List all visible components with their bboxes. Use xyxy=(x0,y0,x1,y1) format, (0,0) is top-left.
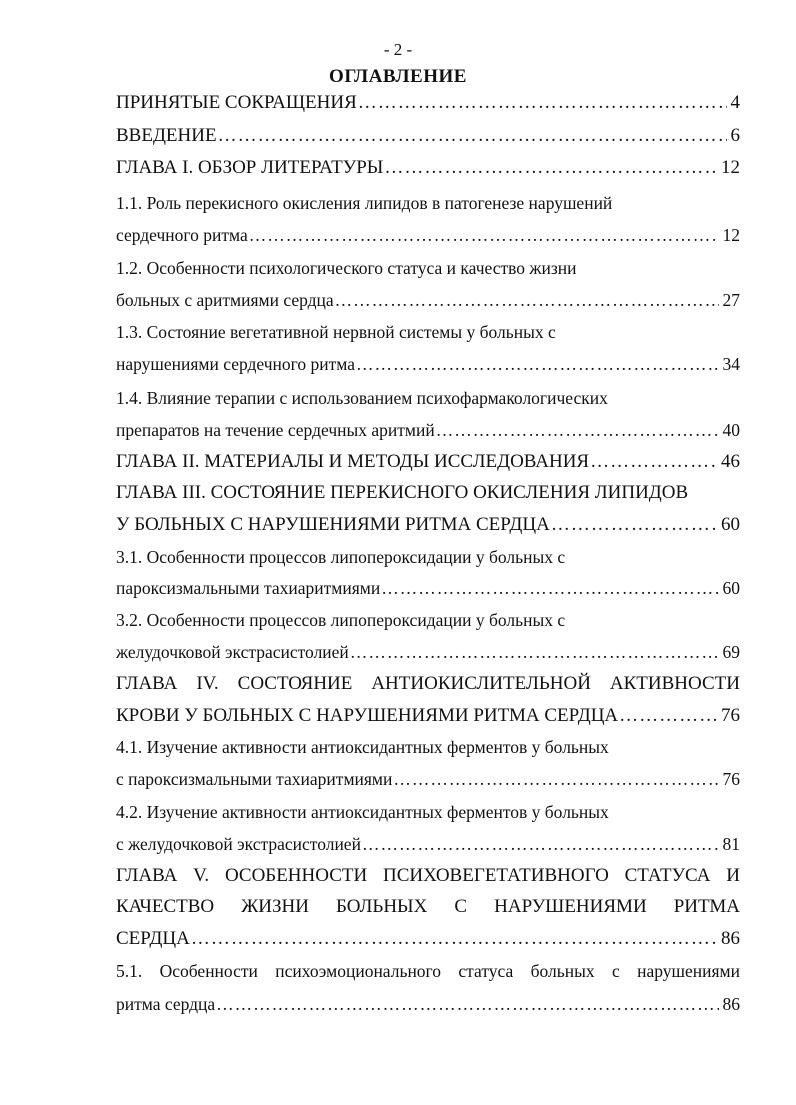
toc-entry-title: препаратов на течение сердечных аритмий xyxy=(116,420,435,440)
toc-entry-title: больных с аритмиями сердца xyxy=(116,290,334,310)
toc-page-number: 40 xyxy=(722,420,740,440)
page-title: ОГЛАВЛЕНИЕ xyxy=(329,66,467,87)
toc-entry-title: желудочковой экстрасистолией xyxy=(116,642,349,662)
toc-line xyxy=(116,318,740,346)
toc-entry-title: КРОВИ У БОЛЬНЫХ С НАРУШЕНИЯМИ РИТМА СЕРДЦА xyxy=(116,705,619,726)
toc-page-number: 60 xyxy=(722,578,740,598)
toc-line xyxy=(116,543,740,571)
toc-word: БОЛЬНЫХ xyxy=(335,896,428,917)
toc-page-number: 12 xyxy=(722,225,740,245)
toc-word: Особенности xyxy=(159,961,258,981)
toc-entry-title: 4.2. Изучение активности антиоксидантных ферментов у больных xyxy=(116,802,609,822)
dot-leader xyxy=(381,574,718,602)
toc-word: ГЛАВА xyxy=(116,673,178,694)
toc-entry-title: 1.2. Особенности психологического статуса и качество жизни xyxy=(116,258,577,278)
toc-line xyxy=(116,830,740,858)
toc-word: СТАТУСА xyxy=(624,865,711,886)
toc-word: психоэмоционального xyxy=(275,961,442,981)
toc-word: больных xyxy=(530,961,595,981)
toc-line xyxy=(116,702,740,730)
toc-word: 5.1. xyxy=(116,961,143,981)
toc-line xyxy=(116,638,740,666)
toc-line xyxy=(116,221,740,249)
toc-entry-title: 1.1. Роль перекисного окисления липидов в патогенезе нарушений xyxy=(116,193,613,213)
dot-leader xyxy=(216,990,718,1018)
dot-leader xyxy=(551,511,717,539)
toc-page-number: 86 xyxy=(721,928,740,949)
toc-page-number: 27 xyxy=(722,290,740,310)
toc-page-number: 4 xyxy=(730,92,740,113)
toc-page-number: 6 xyxy=(730,125,740,146)
dot-leader xyxy=(358,89,727,117)
toc-page-number: 76 xyxy=(721,705,740,726)
toc-page-number: 86 xyxy=(722,994,740,1014)
toc-entry-title: ГЛАВА II. МАТЕРИАЛЫ И МЕТОДЫ ИССЛЕДОВАНИЯ xyxy=(116,451,590,472)
toc-line xyxy=(116,733,740,761)
toc-line xyxy=(116,122,740,150)
toc-entry-title: 1.3. Состояние вегетативной нервной системы у больных с xyxy=(116,322,556,342)
toc-page-number: 12 xyxy=(721,157,740,178)
toc-line xyxy=(116,990,740,1018)
toc-word: ЖИЗНИ xyxy=(241,896,309,917)
dot-leader xyxy=(350,638,719,666)
toc-word: НАРУШЕНИЯМИ xyxy=(494,896,647,917)
dot-leader xyxy=(218,122,727,150)
toc-line xyxy=(116,862,740,890)
toc-entry-title: ГЛАВА III. СОСТОЯНИЕ ПЕРЕКИСНОГО ОКИСЛЕНИЯ ЛИПИДОВ xyxy=(116,482,689,503)
toc-word: статуса xyxy=(458,961,514,981)
toc-entry-title: с пароксизмальными тахиаритмиями xyxy=(116,769,393,789)
toc-word: АКТИВНОСТИ xyxy=(609,673,740,694)
toc-entry-title: СЕРДЦА xyxy=(116,928,190,949)
toc-entry-title: 4.1. Изучение активности антиоксидантных ферментов у больных xyxy=(116,737,609,757)
toc-line xyxy=(116,606,740,634)
toc-line xyxy=(116,574,740,602)
toc-entry-title: ГЛАВА I. ОБЗОР ЛИТЕРАТУРЫ xyxy=(116,157,384,178)
toc-line xyxy=(116,254,740,282)
page-number: - 2 - xyxy=(383,40,413,59)
toc-page-number: 60 xyxy=(721,514,740,535)
toc-entry-title: 3.1. Особенности процессов липопероксидации у больных с xyxy=(116,547,566,567)
toc-line xyxy=(116,893,740,921)
toc-entry-title: У БОЛЬНЫХ С НАРУШЕНИЯМИ РИТМА СЕРДЦА xyxy=(116,514,550,535)
toc-entry-title: 3.2. Особенности процессов липопероксидации у больных с xyxy=(116,610,566,630)
toc-line xyxy=(116,670,740,698)
dot-leader xyxy=(335,286,719,314)
dot-leader xyxy=(249,221,719,249)
toc-entry-title: нарушениями сердечного ритма xyxy=(116,354,356,374)
toc-word: с xyxy=(611,961,620,981)
toc-word: ГЛАВА xyxy=(116,865,178,886)
dot-leader xyxy=(362,830,719,858)
toc-entry-title: ПРИНЯТЫЕ СОКРАЩЕНИЯ xyxy=(116,92,357,113)
toc-line xyxy=(116,957,740,985)
dot-leader xyxy=(619,702,717,730)
toc-word: КАЧЕСТВО xyxy=(116,896,215,917)
toc-entry-title: сердечного ритма xyxy=(116,225,248,245)
toc-page-number: 76 xyxy=(722,769,740,789)
toc-page-number: 81 xyxy=(722,834,740,854)
toc-entry-title: ритма сердца xyxy=(116,994,216,1014)
dot-leader xyxy=(384,154,717,182)
toc-page-number: 46 xyxy=(721,451,740,472)
dot-leader xyxy=(590,448,717,476)
toc-line xyxy=(116,154,740,182)
toc-word: ПСИХОВЕГЕТАТИВНОГО xyxy=(382,865,609,886)
toc-word: нарушениями xyxy=(637,961,740,981)
toc-entry-title: с желудочковой экстрасистолией xyxy=(116,834,361,854)
toc-word: РИТМА xyxy=(673,896,740,917)
toc-page-number: 34 xyxy=(722,354,740,374)
toc-line xyxy=(116,511,740,539)
toc-entry-title: ВВЕДЕНИЕ xyxy=(116,125,217,146)
toc-line xyxy=(116,479,740,507)
toc-line xyxy=(116,89,740,117)
toc-page-number: 69 xyxy=(722,642,740,662)
toc-word: АНТИОКИСЛИТЕЛЬНОЙ xyxy=(371,673,591,694)
toc-word: V. xyxy=(193,865,210,886)
toc-line xyxy=(116,416,740,444)
toc-word: ОСОБЕННОСТИ xyxy=(224,865,368,886)
toc-line xyxy=(116,384,740,412)
toc-word: IV. xyxy=(196,673,219,694)
toc-line xyxy=(116,798,740,826)
dot-leader xyxy=(393,765,718,793)
toc-line xyxy=(116,765,740,793)
toc-line xyxy=(116,286,740,314)
dot-leader xyxy=(191,925,717,953)
toc-word: С xyxy=(454,896,468,917)
toc-word: И xyxy=(726,865,740,886)
toc-entry-title: пароксизмальными тахиаритмиями xyxy=(116,578,381,598)
toc-word: СОСТОЯНИЕ xyxy=(237,673,353,694)
dot-leader xyxy=(356,350,718,378)
toc-entry-title: 1.4. Влияние терапии с использованием психофармакологических xyxy=(116,388,608,408)
toc-line xyxy=(116,189,740,217)
toc-line xyxy=(116,925,740,953)
toc-line xyxy=(116,448,740,476)
toc-line xyxy=(116,350,740,378)
dot-leader xyxy=(436,416,719,444)
